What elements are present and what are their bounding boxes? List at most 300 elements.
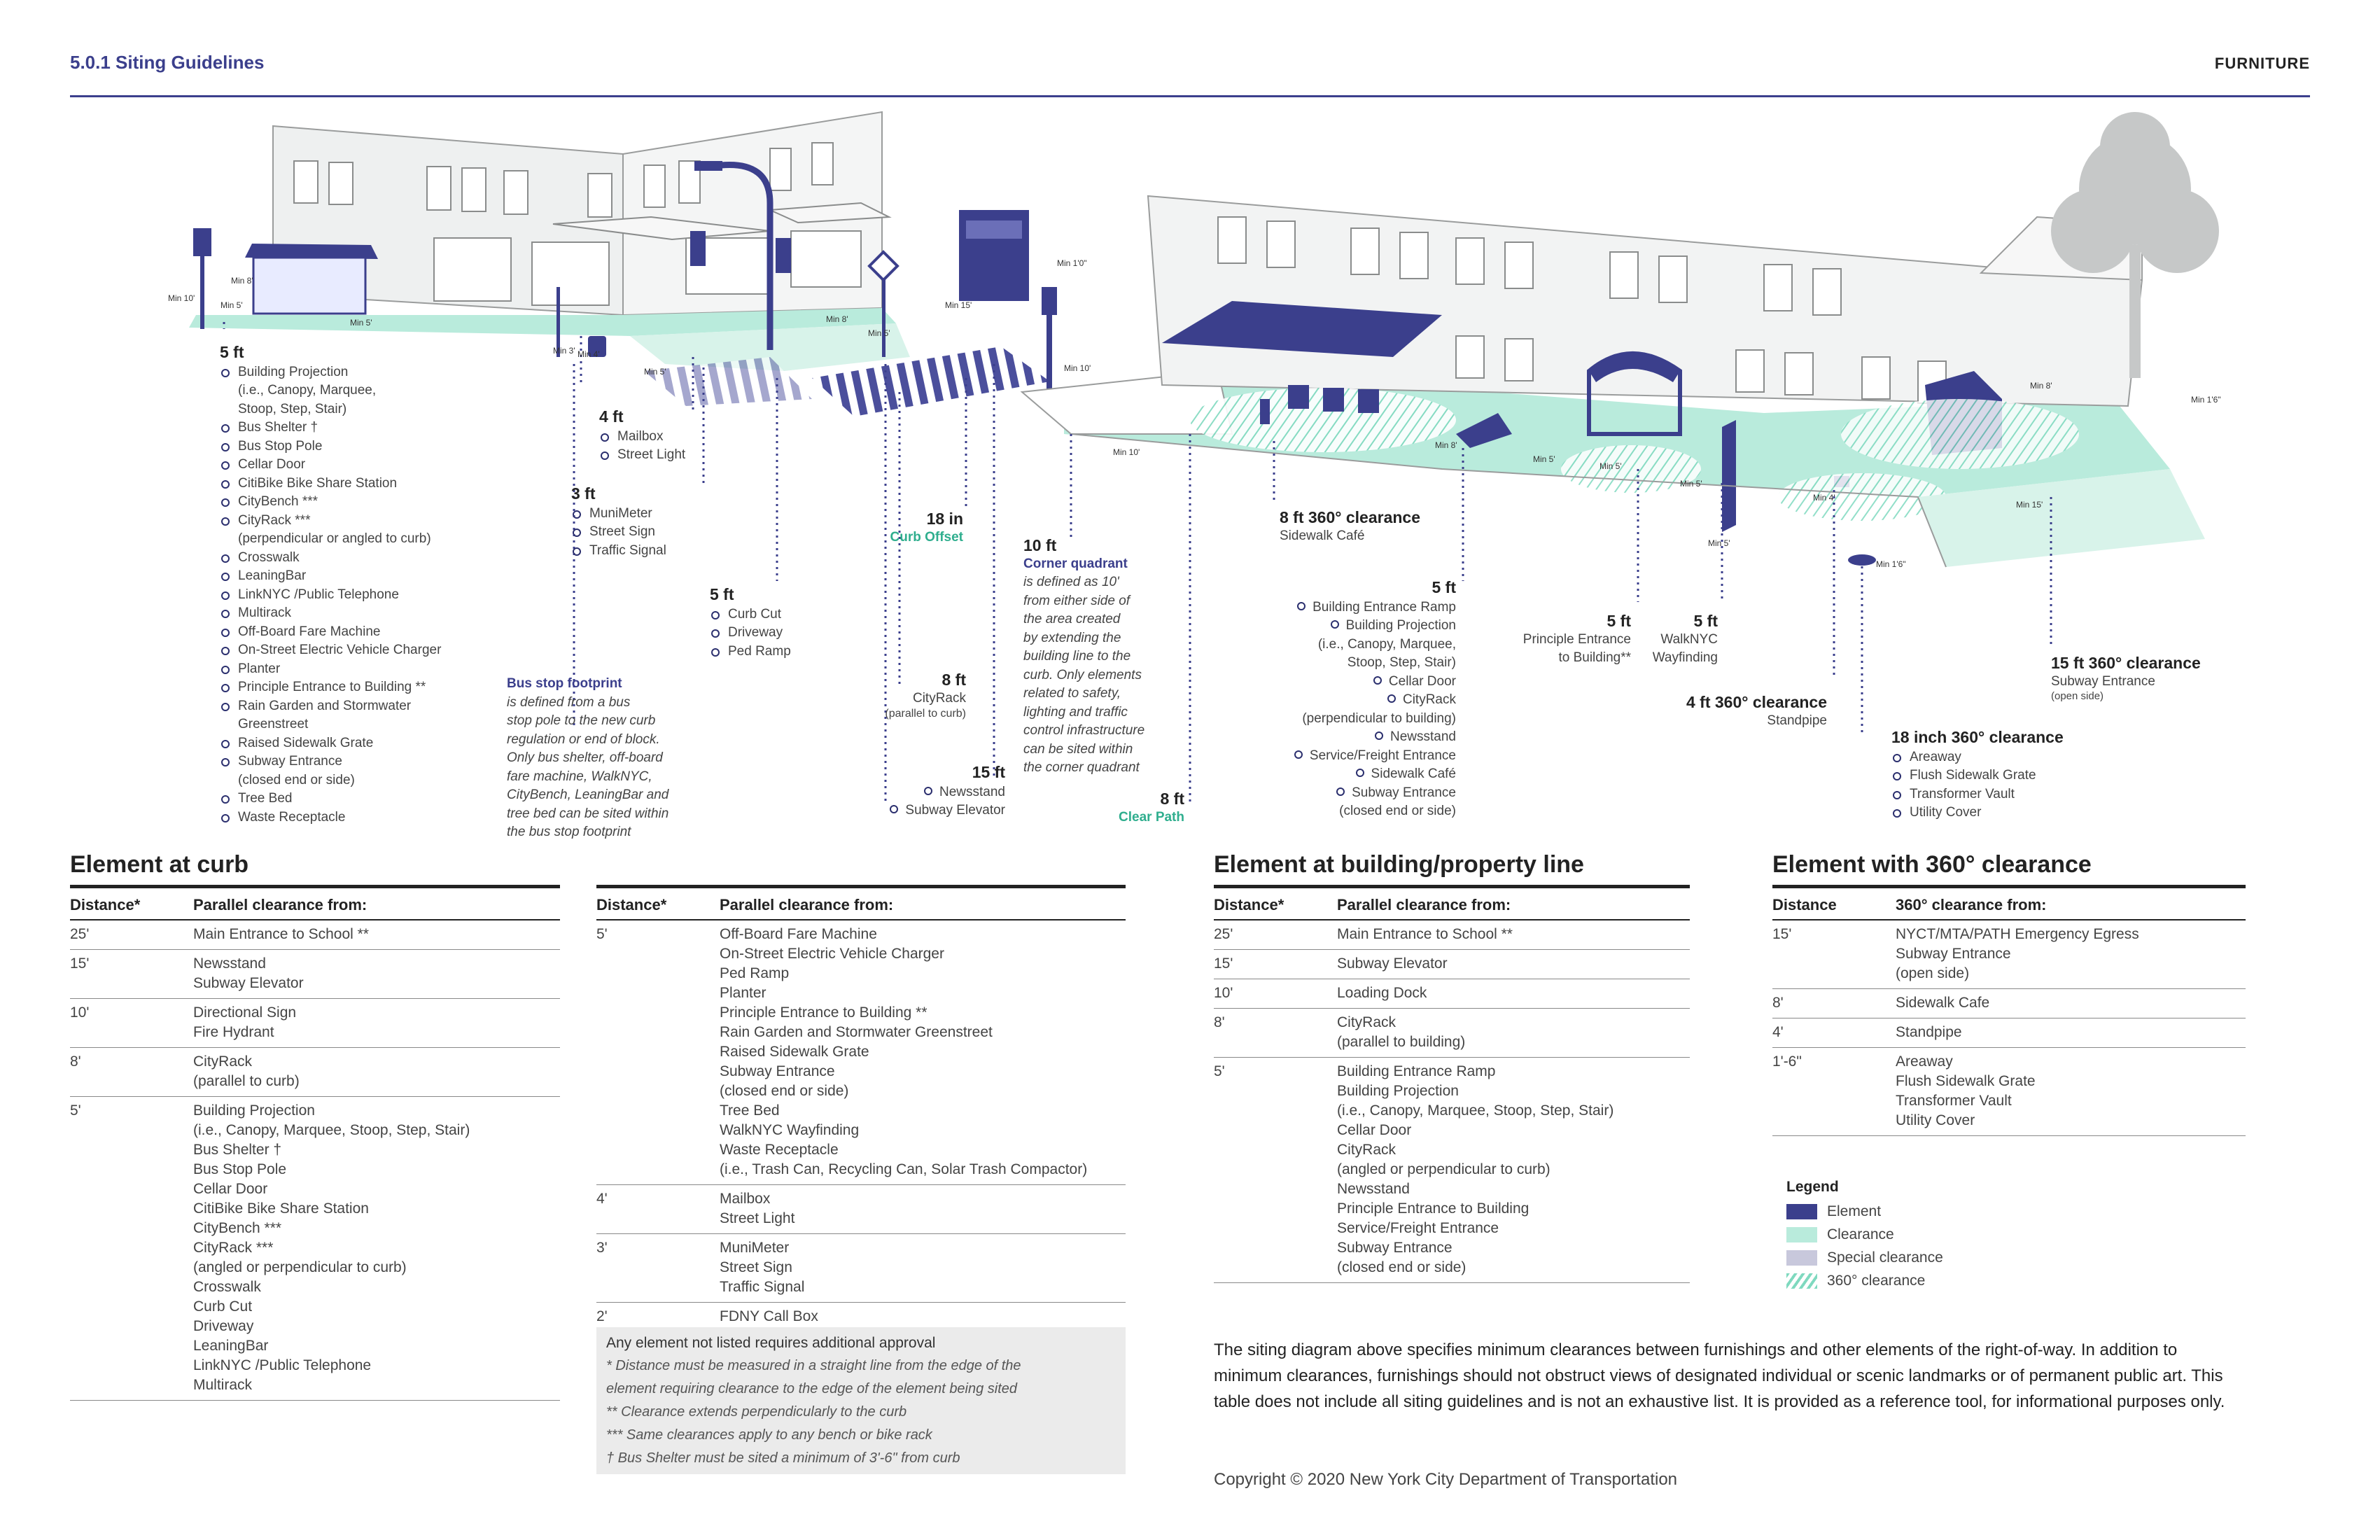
legend-item-360 [1786, 1269, 1943, 1292]
element-name: Cellar Door [1337, 1122, 1412, 1138]
footnote: ** Clearance extends perpendicularly to the curb [606, 1404, 907, 1420]
table-row [1214, 1009, 1690, 1058]
element-name: Curb Cut [193, 1298, 253, 1315]
callout-title: Corner quadrant [1023, 556, 1128, 571]
legend-item-special [1786, 1246, 1943, 1269]
clear360-table-title: Element with 360° clearance [1772, 851, 2092, 878]
list-item: MuniMeter [571, 505, 666, 524]
callout-distance: 8 ft 360° clearance [1280, 508, 1420, 526]
table-row [1772, 920, 2246, 989]
list-item: Multirack [220, 604, 451, 623]
note-line: by extending the [1023, 630, 1121, 645]
element-name: LinkNYC /Public Telephone [193, 1357, 372, 1373]
element-cell [1337, 1013, 1690, 1052]
list-item: Subway Entrance [1204, 784, 1456, 803]
list-item: (i.e., Canopy, Marquee, [238, 383, 377, 398]
table-row [70, 1097, 560, 1401]
legend-swatch [1786, 1204, 1817, 1219]
element-name: Rain Garden and Stormwater Greenstreet [720, 1024, 993, 1040]
callout-15ft-360 [2051, 654, 2289, 702]
siting-diagram [70, 105, 2310, 839]
callout-8ft-cityrack [812, 671, 966, 720]
callout-sub: Subway Entrance [2051, 673, 2155, 689]
callout-15ft [812, 763, 1005, 820]
element-name: (angled or perpendicular to curb) [1337, 1161, 1550, 1177]
element-name: Principle Entrance to Building ** [720, 1004, 927, 1021]
table-row [1214, 979, 1690, 1009]
element-name: Off-Board Fare Machine [720, 926, 877, 942]
column-header: Distance [1772, 896, 1837, 913]
callout-distance: 5 ft [1432, 578, 1456, 596]
element-name: Building Projection [193, 1102, 315, 1119]
element-name: Subway Entrance [1896, 946, 2011, 962]
element-name: (parallel to curb) [193, 1073, 300, 1089]
legend-item-element [1786, 1200, 1943, 1223]
callout-sub: (open side) [2051, 690, 2104, 702]
callout-distance: 4 ft 360° clearance [1686, 693, 1827, 711]
list-item: Tree Bed [220, 790, 451, 808]
footnote: *** Same clearances apply to any bench or bike rack [606, 1427, 932, 1443]
element-name: Newsstand [193, 955, 266, 972]
list-item: Newsstand [1204, 728, 1456, 747]
list-item: Transformer Vault [1891, 785, 2101, 804]
element-name: (i.e., Trash Can, Recycling Can, Solar Trash Compactor) [720, 1161, 1088, 1177]
note-line: can be sited within [1023, 741, 1133, 757]
svg-text:Min 5': Min 5' [1680, 479, 1702, 489]
legend-label: 360° clearance [1827, 1272, 1926, 1289]
element-cell [193, 1003, 560, 1042]
list-item: Street Sign [571, 523, 666, 542]
distance-cell: 8' [70, 1054, 81, 1070]
callout-5ft-curbcut [710, 585, 791, 661]
distance-cell: 5' [70, 1102, 81, 1119]
table-row [1772, 1048, 2246, 1136]
svg-text:Min 5': Min 5' [644, 367, 666, 377]
distance-cell: 3' [596, 1240, 608, 1256]
element-name: Areaway [1896, 1054, 1953, 1070]
svg-text:Min 8': Min 8' [231, 276, 253, 286]
element-name: FDNY Call Box [720, 1308, 818, 1324]
note-line: control infrastructure [1023, 723, 1145, 738]
list-item: Building Entrance Ramp [1204, 598, 1456, 617]
list-item: Bus Stop Pole [220, 438, 451, 456]
element-name: CitiBike Bike Share Station [193, 1200, 369, 1217]
description-paragraph: The siting diagram above specifies minimum clearances between furnishings and other elements of the right-of-way. In addition to minimum clearances, furnishings should not obstruct views of designated individual or scenic landmarks or of permanent public art. This table does not include all siting guidelines and is not an exhaustive list. It is provided as a reference tool, for informational purposes only. [1214, 1340, 2225, 1411]
svg-text:Min 1'0": Min 1'0" [1057, 258, 1087, 268]
table-row [70, 1048, 560, 1097]
list-item: Ped Ramp [710, 643, 791, 662]
element-cell [1896, 993, 2246, 1013]
element-cell [720, 1238, 1126, 1297]
callout-distance: 8 ft [1160, 790, 1184, 808]
list-item: Planter [220, 660, 451, 679]
element-name: (i.e., Canopy, Marquee, Stoop, Step, Stair) [193, 1122, 470, 1138]
table-header [70, 885, 560, 920]
note-line: CityBench, LeaningBar and [507, 788, 669, 802]
list-item: Stoop, Step, Stair) [1347, 655, 1456, 670]
footnote: † Bus Shelter must be sited a minimum of 3'-6" from curb [606, 1450, 960, 1466]
element-name: Newsstand [1337, 1181, 1410, 1197]
element-name: Main Entrance to School ** [1337, 926, 1513, 942]
element-name: Building Projection [1337, 1083, 1459, 1099]
column-header: Distance* [1214, 896, 1284, 913]
curb-table-left [70, 885, 560, 1401]
legend-item-clearance [1786, 1223, 1943, 1246]
list-item: (perpendicular or angled to curb) [238, 531, 431, 546]
legend [1786, 1179, 1943, 1292]
distance-cell: 25' [70, 926, 90, 942]
list-item: (closed end or side) [238, 772, 355, 788]
callout-sub: CityRack [912, 690, 966, 706]
callout-distance: 5 ft [710, 585, 734, 603]
list-item: Traffic Signal [571, 542, 666, 561]
list-item: CitiBike Bike Share Station [220, 475, 451, 493]
callout-18in-360 [1891, 728, 2101, 822]
list-item: Areaway [1891, 748, 2101, 767]
column-header: Distance* [596, 896, 667, 913]
callout-8ft-clearpath [1078, 790, 1184, 827]
callout-5ft-principle [1491, 612, 1631, 668]
list-item: CityBench *** [220, 493, 451, 512]
list-item: Greenstreet [238, 717, 309, 732]
list-item: Waste Receptacle [220, 808, 451, 827]
callout-8ft-360 [1280, 508, 1462, 545]
element-name: Mailbox [720, 1191, 771, 1207]
table-row [596, 1234, 1126, 1303]
bus-shelter [245, 244, 378, 314]
table-row [1772, 989, 2246, 1018]
svg-text:Min 1'6": Min 1'6" [1876, 559, 1906, 569]
callout-distance: 18 inch 360° clearance [1891, 728, 2064, 746]
list-item: Raised Sidewalk Grate [220, 734, 451, 753]
callout-10ft-corner [1023, 536, 1184, 778]
callout-bus-stop [507, 675, 703, 842]
distance-cell: 4' [1772, 1024, 1784, 1040]
list-item: Driveway [710, 624, 791, 643]
callout-5ft-curb [220, 343, 451, 827]
list-item: Service/Freight Entrance [1204, 747, 1456, 766]
element-name: CityRack [1337, 1014, 1396, 1030]
element-name: Tree Bed [720, 1102, 780, 1119]
element-cell [1337, 983, 1690, 1003]
callout-5ft-wayfinding [1631, 612, 1718, 668]
svg-text:Min 10': Min 10' [1064, 363, 1091, 373]
svg-text:Min 5': Min 5' [868, 328, 890, 338]
element-name: On-Street Electric Vehicle Charger [720, 946, 944, 962]
table-row [1214, 920, 1690, 950]
svg-text:Min 8': Min 8' [826, 314, 848, 324]
callout-sub: to Building** [1558, 650, 1631, 665]
callout-sub: Sidewalk Café [1280, 528, 1365, 543]
note-line: stop pole to the new curb [507, 713, 656, 728]
element-name: Bus Stop Pole [193, 1161, 287, 1177]
list-item: LeaningBar [220, 567, 451, 586]
list-item: Principle Entrance to Building ** [220, 678, 451, 697]
element-name: Crosswalk [193, 1279, 261, 1295]
note-line: the bus stop footprint [507, 825, 631, 839]
element-name: Multirack [193, 1377, 253, 1393]
callout-distance: 15 ft [972, 763, 1005, 781]
element-name: Subway Entrance [1337, 1240, 1452, 1256]
distance-cell: 1'-6" [1772, 1054, 1802, 1070]
column-header: Parallel clearance from: [720, 896, 894, 913]
svg-text:Min 8': Min 8' [1435, 440, 1457, 450]
list-item: Flush Sidewalk Grate [1891, 766, 2101, 785]
curb-table-title: Element at curb [70, 851, 249, 878]
building-table [1214, 885, 1690, 1283]
curb-notes [596, 1327, 1126, 1474]
list-item: Off-Board Fare Machine [220, 623, 451, 642]
svg-text:Min 10': Min 10' [1113, 447, 1140, 457]
category-label: FURNITURE [2214, 55, 2310, 72]
list-item: (perpendicular to building) [1302, 710, 1456, 726]
element-name: CityRack [193, 1054, 253, 1070]
callout-3ft [571, 484, 666, 560]
table-header [596, 885, 1126, 920]
list-item: Rain Garden and Stormwater [220, 697, 451, 716]
building-table-title: Element at building/property line [1214, 851, 1584, 878]
note-line: tree bed can be sited within [507, 806, 669, 821]
note-line: lighting and traffic [1023, 704, 1128, 720]
callout-sub: Principle Entrance [1522, 631, 1631, 647]
distance-cell: 8' [1214, 1014, 1225, 1030]
distance-cell: 4' [596, 1191, 608, 1207]
element-name: Driveway [193, 1318, 254, 1334]
table-row [1772, 1018, 2246, 1048]
callout-distance: 3 ft [571, 484, 596, 503]
distance-cell: 5' [596, 926, 608, 942]
element-cell [1896, 1052, 2246, 1130]
table-row [596, 920, 1126, 1185]
note-line: is defined as 10' [1023, 575, 1119, 589]
list-item: (i.e., Canopy, Marquee, [1317, 636, 1456, 652]
element-name: LeaningBar [193, 1338, 269, 1354]
callout-title: Bus stop footprint [507, 676, 622, 691]
table-header [1772, 885, 2246, 920]
callout-sub: Wayfinding [1652, 650, 1718, 665]
list-item: (closed end or side) [1339, 804, 1456, 818]
legend-swatch [1786, 1250, 1817, 1266]
element-name: Directional Sign [193, 1004, 297, 1021]
list-item: Sidewalk Café [1204, 765, 1456, 784]
column-header: Parallel clearance from: [193, 896, 368, 913]
element-cell [1337, 954, 1690, 974]
element-name: Building Entrance Ramp [1337, 1063, 1496, 1079]
legend-swatch [1786, 1273, 1817, 1289]
callout-sub: WalkNYC [1660, 631, 1718, 647]
element-cell [720, 925, 1126, 1180]
element-name: Bus Shelter † [193, 1142, 282, 1158]
element-name: Planter [720, 985, 766, 1001]
element-name: Utility Cover [1896, 1112, 1975, 1128]
list-item: Cellar Door [220, 456, 451, 475]
svg-text:Min 15': Min 15' [945, 300, 972, 310]
element-cell [720, 1307, 1126, 1326]
element-cell [193, 1052, 560, 1091]
element-name: MuniMeter [720, 1240, 790, 1256]
element-name: (closed end or side) [1337, 1259, 1466, 1275]
list-item: Utility Cover [1891, 804, 2101, 822]
footnote: Any element not listed requires additional approval [606, 1335, 936, 1351]
note-line: the area created [1023, 612, 1121, 626]
list-item: LinkNYC /Public Telephone [220, 586, 451, 605]
element-name: Traffic Signal [720, 1279, 805, 1295]
list-item: Building Projection [1204, 617, 1456, 636]
element-name: (closed end or side) [720, 1083, 849, 1099]
legend-title: Legend [1786, 1179, 1839, 1195]
list-item: Crosswalk [220, 549, 451, 568]
list-item: Building Projection [220, 363, 451, 382]
svg-text:Min 5': Min 5' [220, 300, 243, 310]
element-name: CityRack *** [193, 1240, 274, 1256]
distance-cell: 25' [1214, 926, 1233, 942]
distance-cell: 15' [70, 955, 90, 972]
svg-text:Min 5': Min 5' [1708, 538, 1730, 548]
header-rule [70, 95, 2310, 97]
svg-text:Min 5': Min 5' [350, 318, 372, 328]
table-row [70, 950, 560, 999]
note-line: Only bus shelter, off-board [507, 750, 663, 765]
distance-cell: 15' [1214, 955, 1233, 972]
list-item: Mailbox [599, 428, 685, 447]
list-item: Cellar Door [1204, 673, 1456, 692]
callout-4ft [599, 407, 685, 465]
list-item: CityRack *** [220, 512, 451, 531]
callout-distance: 18 in [926, 510, 963, 528]
list-item: Curb Cut [710, 606, 791, 624]
svg-text:Min 5': Min 5' [1533, 454, 1555, 464]
svg-text:Min 8': Min 8' [2030, 381, 2052, 391]
element-name: NYCT/MTA/PATH Emergency Egress [1896, 926, 2139, 942]
note-line: building line to the [1023, 649, 1131, 664]
copyright: Copyright © 2020 New York City Department of Transportation [1214, 1470, 1678, 1489]
callout-4ft-360 [1638, 693, 1827, 730]
callout-list [220, 363, 451, 827]
section-title: 5.0.1 Siting Guidelines [70, 52, 265, 73]
footnote: * Distance must be measured in a straight line from the edge of the [606, 1358, 1021, 1373]
note-line: curb. Only elements [1023, 667, 1142, 682]
svg-text:Min 4': Min 4' [578, 349, 600, 359]
callout-distance: 10 ft [1023, 536, 1057, 554]
note-line: from either side of [1023, 593, 1130, 608]
footnote: element requiring clearance to the edge of the element being sited [606, 1381, 1018, 1396]
element-name: Subway Entrance [720, 1063, 835, 1079]
element-name: Subway Elevator [193, 975, 304, 991]
table-row [596, 1185, 1126, 1234]
element-name: Raised Sidewalk Grate [720, 1044, 869, 1060]
element-name: (i.e., Canopy, Marquee, Stoop, Step, Stair) [1337, 1102, 1614, 1119]
element-name: (angled or perpendicular to curb) [193, 1259, 407, 1275]
svg-text:Min 4': Min 4' [1813, 493, 1835, 503]
table-row [70, 920, 560, 950]
clear360-table [1772, 885, 2246, 1136]
callout-distance: 4 ft [599, 407, 624, 426]
callout-5ft-building [1204, 578, 1456, 821]
element-name: Sidewalk Cafe [1896, 995, 1990, 1011]
callout-distance: 5 ft [220, 343, 244, 361]
element-name: Cellar Door [193, 1181, 268, 1197]
callout-distance: 8 ft [941, 671, 966, 689]
table-row [1214, 950, 1690, 979]
element-name: Transformer Vault [1896, 1093, 2012, 1109]
legend-swatch [1786, 1227, 1817, 1242]
element-name: (parallel to building) [1337, 1034, 1466, 1050]
callout-sub: Clear Path [1119, 809, 1184, 825]
element-name: Street Sign [720, 1259, 792, 1275]
list-item: Subway Entrance [220, 752, 451, 771]
element-name: Subway Elevator [1337, 955, 1448, 972]
callout-sub: Curb Offset [890, 529, 963, 545]
list-item: Stoop, Step, Stair) [238, 401, 347, 416]
table-header [1214, 885, 1690, 920]
element-name: Main Entrance to School ** [193, 926, 369, 942]
distance-cell: 10' [70, 1004, 90, 1021]
element-name: Waste Receptacle [720, 1142, 839, 1158]
note-line: fare machine, WalkNYC, [507, 769, 652, 784]
list-item: Subway Elevator [812, 802, 1005, 820]
list-item: Bus Shelter † [220, 419, 451, 438]
element-name: Loading Dock [1337, 985, 1427, 1001]
callout-distance: 5 ft [1606, 612, 1631, 630]
note-line: regulation or end of block. [507, 732, 660, 747]
element-name: (open side) [1896, 965, 1970, 981]
element-cell [1896, 1023, 2246, 1042]
element-name: Principle Entrance to Building [1337, 1200, 1530, 1217]
element-name: CityBench *** [193, 1220, 282, 1236]
element-name: Service/Freight Entrance [1337, 1220, 1499, 1236]
list-item: Street Light [599, 446, 685, 465]
list-item: Newsstand [812, 783, 1005, 802]
distance-cell: 10' [1214, 985, 1233, 1001]
element-cell [1337, 925, 1690, 944]
element-cell [193, 954, 560, 993]
element-name: Fire Hydrant [193, 1024, 274, 1040]
svg-text:Min 1'6": Min 1'6" [2191, 395, 2221, 405]
legend-label: Clearance [1827, 1226, 1894, 1242]
element-name: Ped Ramp [720, 965, 790, 981]
element-name: WalkNYC Wayfinding [720, 1122, 860, 1138]
list-item: CityRack [1204, 691, 1456, 710]
callout-distance: 15 ft 360° clearance [2051, 654, 2201, 672]
note-line: the corner quadrant [1023, 760, 1140, 775]
column-header: Parallel clearance from: [1337, 896, 1511, 913]
element-name: Street Light [720, 1210, 795, 1226]
note-line: is defined from a bus [507, 694, 631, 710]
callout-sub: Standpipe [1767, 713, 1827, 728]
element-name: CityRack [1337, 1142, 1396, 1158]
element-cell [1896, 925, 2246, 983]
legend-label: Element [1827, 1203, 1882, 1219]
note-line: related to safety, [1023, 686, 1121, 701]
svg-text:Min 10': Min 10' [168, 293, 195, 303]
element-cell [720, 1189, 1126, 1228]
svg-text:Min 15': Min 15' [2016, 500, 2043, 510]
svg-text:Min 5': Min 5' [1600, 461, 1622, 471]
svg-text:Min 3': Min 3' [553, 346, 575, 356]
element-name: Flush Sidewalk Grate [1896, 1073, 2036, 1089]
callout-sub: (parallel to curb) [885, 708, 966, 720]
element-cell [193, 1101, 560, 1395]
distance-cell: 8' [1772, 995, 1784, 1011]
curb-table-right [596, 885, 1126, 1332]
list-item: On-Street Electric Vehicle Charger [220, 641, 451, 660]
element-cell [1337, 1062, 1690, 1278]
distance-cell: 5' [1214, 1063, 1225, 1079]
callout-18in [812, 510, 963, 547]
distance-cell: 15' [1772, 926, 1792, 942]
right-building [1148, 196, 2142, 406]
element-name: Standpipe [1896, 1024, 1962, 1040]
